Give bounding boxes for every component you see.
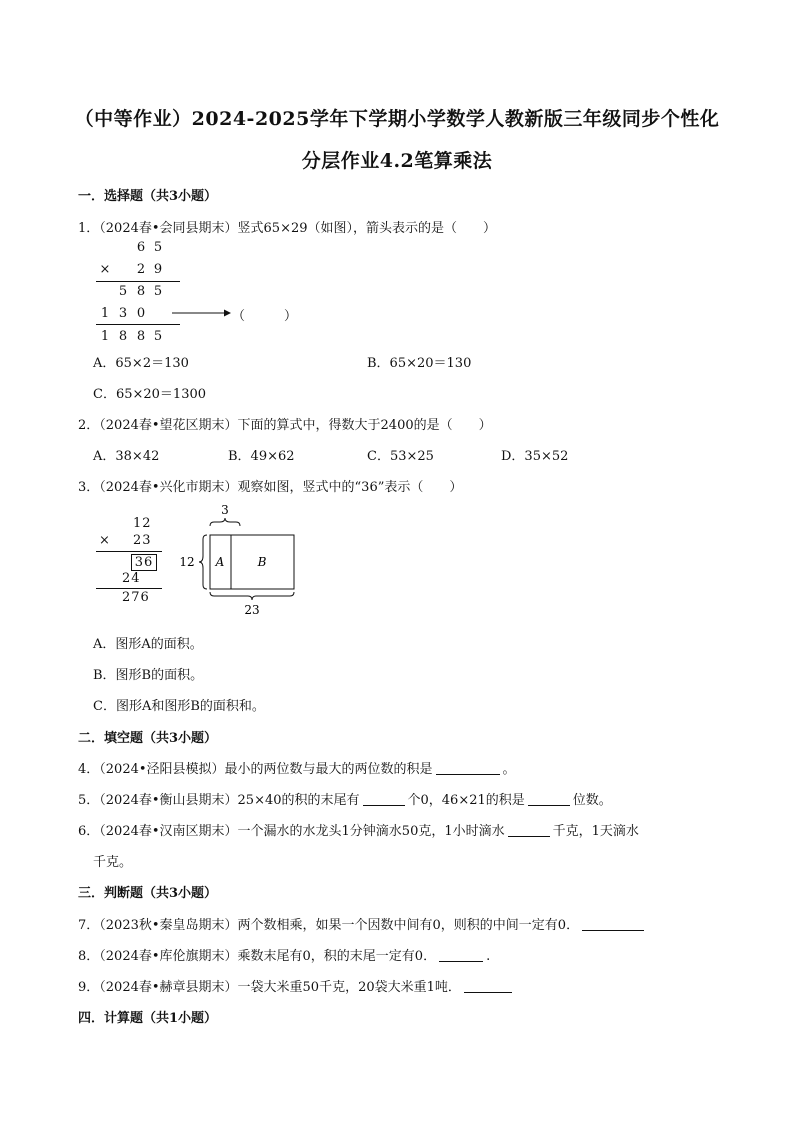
rule-line [96,588,162,589]
question-3-option-a: A．图形A的面积。 [93,637,203,652]
question-4-text: 4．（2024•泾阳县模拟）最小的两位数与最大的两位数的积是 [78,762,433,777]
number: 24 [122,571,141,586]
height-label: 12 [179,555,195,569]
region-a-label: A [215,555,225,569]
digit: 6 [136,240,146,255]
question-8 [78,945,490,964]
question-6-text: 6．（2024春•汉南区期末）一个漏水的水龙头1分钟滴水50克，1小时滴水 [78,824,505,839]
page-title-line-1: （中等作业）2024-2025学年下学期小学数学人教新版三年级同步个性化 [74,108,720,130]
question-5-end: 位数。 [572,793,612,808]
rule-line [96,324,180,325]
section-heading-choice: 一．选择题（共3小题） [78,189,218,204]
answer-blank[interactable] [439,961,483,962]
question-1-option-b: B．65×20＝130 [367,356,472,371]
question-8-text: 8．（2024春•库伦旗期末）乘数末尾有0，积的末尾一定有0． [78,949,437,964]
digit: 0 [136,306,146,321]
question-2-option-c: C．53×25 [367,449,434,464]
arrow-answer-blank: （ ） [232,309,298,324]
digit: 8 [136,329,146,344]
digit: 8 [136,284,146,299]
question-8-end: . [486,949,491,964]
answer-blank[interactable] [528,805,570,806]
digit: 2 [136,262,146,277]
digit: 1 [100,329,110,344]
question-7 [78,914,647,933]
question-6 [78,820,639,839]
digit: 1 [100,306,110,321]
rule-line [96,281,180,282]
width-label-total: 23 [244,603,260,617]
section-heading-calc: 四．计算题（共1小题） [78,1011,218,1026]
question-3-stem: 3．（2024春•兴化市期末）观察如图，竖式中的“36”表示（ ） [78,480,463,495]
answer-blank[interactable] [436,774,500,775]
number: 12 [133,516,152,531]
digit: 5 [153,284,163,299]
answer-blank[interactable] [464,992,512,993]
digit: 8 [118,329,128,344]
question-2-option-a: A．38×42 [93,449,160,464]
digit: 9 [153,262,163,277]
question-1-stem: 1．（2024春•会同县期末）竖式65×29（如图），箭头表示的是（ ） [78,221,496,236]
question-5-text: 5．（2024春•衡山县期末）25×40的积的末尾有 [78,793,360,808]
answer-blank[interactable] [363,805,405,806]
question-6-line-2: 千克。 [93,855,133,870]
number: 23 [133,533,152,548]
question-1-option-a: A．65×2＝130 [93,356,189,371]
question-1-option-c: C．65×20＝1300 [93,387,207,402]
highlighted-partial-product: 36 [131,554,157,571]
number: 276 [122,590,150,605]
question-5 [78,789,612,808]
question-2-stem: 2．（2024春•望花区期末）下面的算式中，得数大于2400的是（ ） [78,418,492,433]
width-label-a: 3 [221,504,229,517]
question-7-text: 7．（2023秋•秦皇岛期末）两个数相乘，如果一个因数中间有0，则积的中间一定有0． [78,918,580,933]
page-title-line-2: 分层作业4.2笔算乘法 [301,150,493,172]
question-2-option-d: D．35×52 [501,449,569,464]
section-heading-judge: 三．判断题（共3小题） [78,886,218,901]
answer-blank[interactable] [508,836,550,837]
question-3-option-c: C．图形A和图形B的面积和。 [93,699,265,714]
rule-line [96,551,162,552]
region-b-label: B [257,555,267,569]
question-9 [78,976,515,995]
question-4 [78,758,516,777]
section-heading-fill: 二．填空题（共3小题） [78,731,218,746]
question-2-option-b: B．49×62 [228,449,295,464]
digit: 5 [118,284,128,299]
question-3-option-b: B．图形B的面积。 [93,668,204,683]
question-9-text: 9．（2024春•赫章县期末）一袋大米重50千克，20袋大米重1吨． [78,980,461,995]
answer-blank[interactable] [582,930,644,931]
digit: 5 [153,329,163,344]
question-5-mid: 个0，46×21的积是 [407,793,525,808]
digit: 3 [118,306,128,321]
digit: 5 [153,240,163,255]
multiply-sign: × [99,262,111,277]
arrow-right-icon [170,306,232,320]
multiply-sign: × [99,533,110,548]
question-4-end: 。 [502,762,516,777]
question-6-mid: 千克，1天滴水 [552,824,639,839]
area-diagram [170,504,305,619]
